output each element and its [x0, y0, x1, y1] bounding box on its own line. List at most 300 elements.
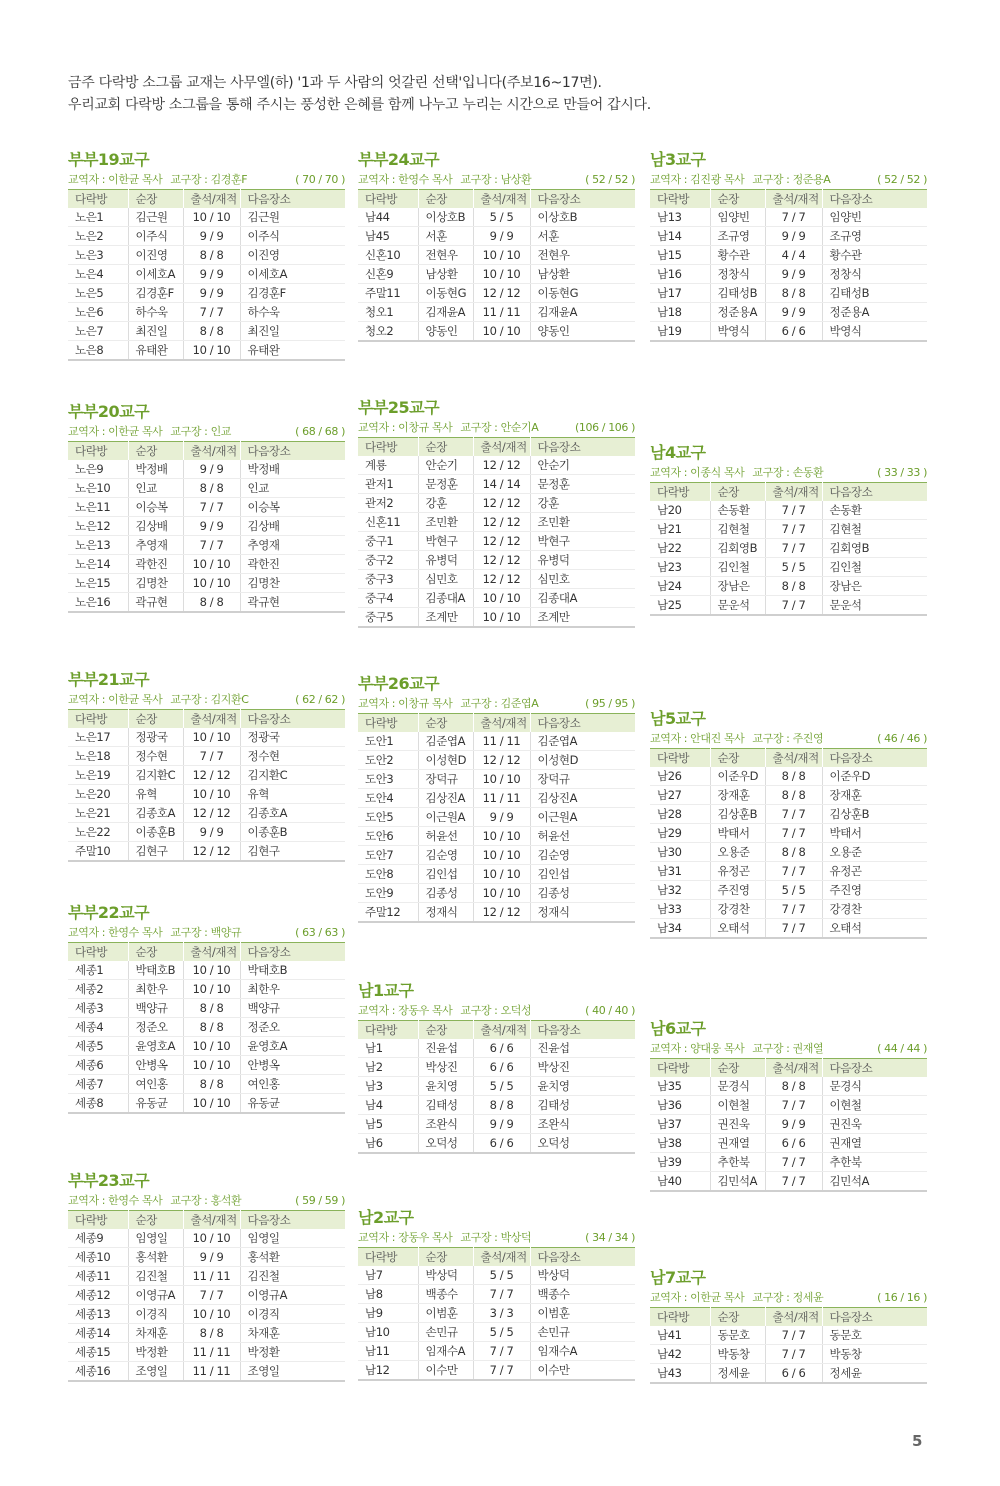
cell-next-place: 박영식	[822, 322, 927, 342]
table-row	[68, 498, 345, 517]
district-section	[68, 1166, 345, 1382]
column-header: 출석/재적	[183, 190, 240, 209]
pastor-label: 교역자 : 이한균 목사	[68, 173, 163, 186]
table-row	[358, 1134, 635, 1154]
cell-attendance: 10 / 10	[473, 322, 530, 342]
chief-label: 교구장 : 손동환	[752, 466, 824, 479]
table-row	[358, 751, 635, 770]
table-row	[68, 479, 345, 498]
cell-leader: 이근원A	[418, 808, 473, 827]
pastor-label: 교역자 : 이한균 목사	[68, 693, 163, 706]
table-row	[650, 501, 927, 520]
cell-leader: 김인철	[710, 558, 765, 577]
cell-next-place: 박동창	[822, 1345, 927, 1364]
cell-group: 노은12	[68, 517, 128, 536]
table-row	[650, 1077, 927, 1096]
chief-label: 교구장 : 권재열	[752, 1042, 824, 1055]
table-row	[358, 846, 635, 865]
cell-group: 남28	[650, 805, 710, 824]
cell-leader: 홍석환	[128, 1248, 183, 1267]
column-header: 다락방	[68, 190, 128, 209]
district-section	[68, 397, 345, 613]
cell-group: 주말11	[358, 284, 418, 303]
cell-next-place: 유혁	[240, 785, 345, 804]
cell-attendance: 8 / 8	[183, 322, 240, 341]
cell-leader: 강경찬	[710, 900, 765, 919]
table-row	[68, 1267, 345, 1286]
table-row	[650, 881, 927, 900]
cell-next-place: 곽규현	[240, 593, 345, 613]
cell-next-place: 김준엽A	[530, 732, 635, 751]
cell-next-place: 조완식	[530, 1115, 635, 1134]
cell-leader: 곽한진	[128, 555, 183, 574]
cell-leader: 추한북	[710, 1153, 765, 1172]
table-row	[650, 767, 927, 786]
cell-group: 남9	[358, 1304, 418, 1323]
table-header-row	[68, 442, 345, 461]
cell-group: 신혼11	[358, 513, 418, 532]
table-row	[68, 961, 345, 980]
cell-group: 중구1	[358, 532, 418, 551]
cell-group: 노은9	[68, 460, 128, 479]
cell-leader: 곽규현	[128, 593, 183, 613]
district-info	[68, 1192, 345, 1210]
attendance-table	[650, 1307, 927, 1384]
cell-attendance: 7 / 7	[765, 805, 822, 824]
column-header: 순장	[418, 1021, 473, 1040]
column-header: 순장	[128, 710, 183, 729]
attendance-table	[358, 189, 635, 342]
cell-attendance: 12 / 12	[473, 494, 530, 513]
cell-next-place: 남상환	[530, 265, 635, 284]
table-header-row	[68, 1211, 345, 1230]
cell-attendance: 7 / 7	[765, 208, 822, 227]
cell-leader: 안병옥	[128, 1056, 183, 1075]
cell-next-place: 유태완	[240, 341, 345, 361]
cell-next-place: 동문호	[822, 1326, 927, 1345]
table-row	[68, 1362, 345, 1382]
cell-group: 남26	[650, 767, 710, 786]
cell-group: 청오2	[358, 322, 418, 342]
column-header: 순장	[418, 190, 473, 209]
table-row	[650, 596, 927, 616]
table-row	[358, 903, 635, 923]
cell-leader: 장덕규	[418, 770, 473, 789]
cell-leader: 박영식	[710, 322, 765, 342]
cell-attendance: 10 / 10	[473, 884, 530, 903]
cell-group: 노은18	[68, 747, 128, 766]
cell-leader: 임양빈	[710, 208, 765, 227]
table-row	[650, 862, 927, 881]
table-row	[358, 303, 635, 322]
column-header: 다음장소	[240, 442, 345, 461]
cell-leader: 정세윤	[710, 1364, 765, 1384]
cell-attendance: 7 / 7	[765, 919, 822, 939]
cell-attendance: 10 / 10	[473, 865, 530, 884]
district-title: 남3교구	[650, 150, 706, 169]
cell-leader: 권진욱	[710, 1115, 765, 1134]
attendance-table	[650, 482, 927, 616]
cell-leader: 장재훈	[710, 786, 765, 805]
column-header: 순장	[128, 943, 183, 962]
cell-attendance: 9 / 9	[765, 303, 822, 322]
table-row	[358, 208, 635, 227]
cell-leader: 유동균	[128, 1094, 183, 1114]
cell-next-place: 권진욱	[822, 1115, 927, 1134]
district-section	[650, 438, 927, 616]
district-title: 부부21교구	[68, 670, 150, 689]
table-row	[650, 1134, 927, 1153]
cell-next-place: 김종대A	[530, 589, 635, 608]
cell-attendance: 10 / 10	[183, 1037, 240, 1056]
attendance-total: ( 63 / 63 )	[295, 926, 345, 939]
table-header-row	[68, 710, 345, 729]
cell-group: 남5	[358, 1115, 418, 1134]
table-row	[650, 1115, 927, 1134]
cell-group: 남21	[650, 520, 710, 539]
cell-attendance: 7 / 7	[765, 900, 822, 919]
table-row	[358, 1361, 635, 1381]
table-row	[650, 246, 927, 265]
cell-leader: 이동현G	[418, 284, 473, 303]
cell-attendance: 10 / 10	[473, 846, 530, 865]
district-info	[358, 695, 635, 713]
intro-line-2: 우리교회 다락방 소그룹을 통해 주시는 풍성한 은혜를 함께 나누고 누리는 시간으로 만들어 갑시다.	[68, 97, 651, 113]
table-row	[650, 558, 927, 577]
attendance-total: ( 52 / 52 )	[877, 173, 927, 186]
table-row	[358, 1096, 635, 1115]
district-section	[358, 669, 635, 923]
cell-group: 남18	[650, 303, 710, 322]
cell-next-place: 허윤선	[530, 827, 635, 846]
table-row	[358, 732, 635, 751]
cell-attendance: 6 / 6	[765, 1134, 822, 1153]
column-header: 다음장소	[240, 190, 345, 209]
cell-group: 남19	[650, 322, 710, 342]
table-row	[68, 1018, 345, 1037]
column-header: 다락방	[358, 714, 418, 733]
cell-attendance: 12 / 12	[473, 903, 530, 923]
district-title: 부부19교구	[68, 150, 150, 169]
cell-attendance: 12 / 12	[473, 456, 530, 475]
cell-leader: 임영일	[128, 1229, 183, 1248]
table-header-row	[358, 190, 635, 209]
cell-group: 세종16	[68, 1362, 128, 1382]
district-info	[650, 171, 927, 189]
cell-attendance: 8 / 8	[183, 246, 240, 265]
chief-label: 교구장 : 김경훈F	[170, 173, 248, 186]
cell-leader: 조계만	[418, 608, 473, 628]
cell-next-place: 임재수A	[530, 1342, 635, 1361]
cell-leader: 유병덕	[418, 551, 473, 570]
cell-next-place: 정세윤	[822, 1364, 927, 1384]
cell-next-place: 정창식	[822, 265, 927, 284]
cell-next-place: 조영일	[240, 1362, 345, 1382]
table-row	[358, 1077, 635, 1096]
table-row	[68, 823, 345, 842]
cell-leader: 이종훈B	[128, 823, 183, 842]
table-row	[358, 475, 635, 494]
table-row	[358, 532, 635, 551]
cell-attendance: 10 / 10	[183, 574, 240, 593]
chief-label: 교구장 : 백양규	[170, 926, 242, 939]
cell-leader: 권재열	[710, 1134, 765, 1153]
cell-attendance: 5 / 5	[765, 558, 822, 577]
cell-next-place: 김종성	[530, 884, 635, 903]
cell-attendance: 11 / 11	[473, 789, 530, 808]
cell-next-place: 김태성	[530, 1096, 635, 1115]
cell-leader: 박동창	[710, 1345, 765, 1364]
cell-attendance: 7 / 7	[183, 536, 240, 555]
cell-next-place: 정광국	[240, 728, 345, 747]
cell-leader: 김인섭	[418, 865, 473, 884]
cell-attendance: 7 / 7	[765, 862, 822, 881]
cell-group: 세종13	[68, 1305, 128, 1324]
cell-leader: 김태성	[418, 1096, 473, 1115]
attendance-total: ( 68 / 68 )	[295, 425, 345, 438]
cell-group: 노은2	[68, 227, 128, 246]
cell-attendance: 8 / 8	[473, 1096, 530, 1115]
cell-leader: 김상훈B	[710, 805, 765, 824]
cell-attendance: 10 / 10	[183, 980, 240, 999]
cell-next-place: 유정곤	[822, 862, 927, 881]
cell-next-place: 김상훈B	[822, 805, 927, 824]
column-header: 다락방	[358, 190, 418, 209]
cell-attendance: 7 / 7	[183, 303, 240, 322]
intro-line-1: 금주 다락방 소그룹 교재는 사무엘(하) '1과 두 사람의 엇갈린 선택'입니다(주보16~17면).	[68, 75, 602, 91]
cell-attendance: 9 / 9	[183, 823, 240, 842]
cell-next-place: 김재윤A	[530, 303, 635, 322]
district-title: 남6교구	[650, 1019, 706, 1038]
table-row	[68, 728, 345, 747]
cell-attendance: 8 / 8	[183, 1075, 240, 1094]
table-row	[650, 919, 927, 939]
table-row	[68, 517, 345, 536]
column-header: 다락방	[650, 483, 710, 502]
district-title: 부부23교구	[68, 1171, 150, 1190]
column-header: 출석/재적	[765, 483, 822, 502]
table-row	[68, 1343, 345, 1362]
cell-group: 남4	[358, 1096, 418, 1115]
cell-leader: 박정배	[128, 460, 183, 479]
cell-group: 중구2	[358, 551, 418, 570]
cell-attendance: 3 / 3	[473, 1304, 530, 1323]
cell-attendance: 11 / 11	[183, 1267, 240, 1286]
cell-next-place: 최진일	[240, 322, 345, 341]
column-header: 출석/재적	[183, 1211, 240, 1230]
table-row	[68, 303, 345, 322]
cell-leader: 이영규A	[128, 1286, 183, 1305]
cell-next-place: 오용준	[822, 843, 927, 862]
cell-leader: 최진일	[128, 322, 183, 341]
district-title: 남4교구	[650, 443, 706, 462]
cell-leader: 박태호B	[128, 961, 183, 980]
chief-label: 교구장 : 안순기A	[460, 421, 539, 434]
cell-leader: 손동환	[710, 501, 765, 520]
district-section	[68, 898, 345, 1114]
cell-next-place: 이세호A	[240, 265, 345, 284]
table-row	[68, 208, 345, 227]
cell-group: 노은22	[68, 823, 128, 842]
table-row	[68, 785, 345, 804]
cell-next-place: 문경식	[822, 1077, 927, 1096]
table-row	[68, 227, 345, 246]
cell-next-place: 김순영	[530, 846, 635, 865]
cell-next-place: 박상진	[530, 1058, 635, 1077]
cell-next-place: 조민환	[530, 513, 635, 532]
pastor-label: 교역자 : 장동우 목사	[358, 1004, 453, 1017]
table-row	[358, 608, 635, 628]
cell-next-place: 주진영	[822, 881, 927, 900]
pastor-label: 교역자 : 이종식 목사	[650, 466, 745, 479]
cell-next-place: 최한우	[240, 980, 345, 999]
cell-attendance: 12 / 12	[473, 284, 530, 303]
cell-next-place: 박태서	[822, 824, 927, 843]
cell-next-place: 차재훈	[240, 1324, 345, 1343]
cell-next-place: 이동현G	[530, 284, 635, 303]
cell-group: 관저2	[358, 494, 418, 513]
cell-attendance: 6 / 6	[473, 1134, 530, 1154]
cell-attendance: 10 / 10	[183, 728, 240, 747]
column-header: 다음장소	[822, 749, 927, 768]
district-section	[358, 1203, 635, 1381]
cell-group: 노은14	[68, 555, 128, 574]
table-row	[650, 1326, 927, 1345]
cell-leader: 김현구	[128, 842, 183, 862]
cell-next-place: 김상진A	[530, 789, 635, 808]
cell-leader: 김현철	[710, 520, 765, 539]
district-info	[650, 1289, 927, 1307]
cell-group: 남38	[650, 1134, 710, 1153]
chief-label: 교구장 : 김지환C	[170, 693, 249, 706]
cell-group: 남6	[358, 1134, 418, 1154]
cell-next-place: 김민석A	[822, 1172, 927, 1192]
cell-next-place: 진윤섭	[530, 1039, 635, 1058]
cell-attendance: 7 / 7	[765, 1096, 822, 1115]
column-header: 다락방	[68, 1211, 128, 1230]
district-section	[650, 1263, 927, 1384]
district-section	[650, 145, 927, 342]
cell-group: 노은20	[68, 785, 128, 804]
table-row	[650, 322, 927, 342]
district-section	[358, 976, 635, 1154]
cell-attendance: 12 / 12	[473, 551, 530, 570]
cell-next-place: 정준용A	[822, 303, 927, 322]
cell-attendance: 9 / 9	[765, 227, 822, 246]
column-header: 출석/재적	[765, 1059, 822, 1078]
table-row	[358, 513, 635, 532]
cell-leader: 김재윤A	[418, 303, 473, 322]
cell-leader: 오태석	[710, 919, 765, 939]
cell-attendance: 12 / 12	[183, 842, 240, 862]
cell-attendance: 9 / 9	[473, 1115, 530, 1134]
table-row	[358, 284, 635, 303]
cell-attendance: 10 / 10	[473, 265, 530, 284]
cell-attendance: 12 / 12	[473, 751, 530, 770]
cell-next-place: 황수관	[822, 246, 927, 265]
district-info	[358, 171, 635, 189]
column-header: 출석/재적	[765, 1308, 822, 1327]
cell-leader: 정수현	[128, 747, 183, 766]
cell-leader: 이진영	[128, 246, 183, 265]
cell-group: 남2	[358, 1058, 418, 1077]
cell-attendance: 8 / 8	[183, 479, 240, 498]
cell-next-place: 이경직	[240, 1305, 345, 1324]
cell-leader: 정광국	[128, 728, 183, 747]
cell-leader: 조민환	[418, 513, 473, 532]
cell-attendance: 6 / 6	[765, 1364, 822, 1384]
cell-group: 남43	[650, 1364, 710, 1384]
cell-attendance: 7 / 7	[765, 1153, 822, 1172]
cell-group: 노은13	[68, 536, 128, 555]
page-number: 5	[912, 1432, 923, 1450]
cell-attendance: 10 / 10	[183, 555, 240, 574]
column-header: 순장	[128, 442, 183, 461]
table-row	[650, 1345, 927, 1364]
cell-leader: 김지환C	[128, 766, 183, 785]
cell-group: 남1	[358, 1039, 418, 1058]
table-row	[358, 227, 635, 246]
table-row	[358, 884, 635, 903]
cell-leader: 조영일	[128, 1362, 183, 1382]
attendance-table	[358, 437, 635, 628]
cell-group: 도안2	[358, 751, 418, 770]
attendance-table	[68, 1210, 345, 1382]
cell-attendance: 9 / 9	[183, 1248, 240, 1267]
chief-label: 교구장 : 오덕성	[460, 1004, 532, 1017]
column-header: 출석/재적	[473, 714, 530, 733]
cell-leader: 윤치영	[418, 1077, 473, 1096]
cell-group: 남7	[358, 1266, 418, 1285]
cell-next-place: 임양빈	[822, 208, 927, 227]
column-header: 다음장소	[822, 190, 927, 209]
cell-attendance: 10 / 10	[183, 785, 240, 804]
table-row	[68, 536, 345, 555]
cell-next-place: 이근원A	[530, 808, 635, 827]
cell-next-place: 조규영	[822, 227, 927, 246]
table-header-row	[650, 1308, 927, 1327]
attendance-total: ( 34 / 34 )	[585, 1231, 635, 1244]
cell-group: 주말10	[68, 842, 128, 862]
cell-next-place: 유병덕	[530, 551, 635, 570]
cell-leader: 문운석	[710, 596, 765, 616]
attendance-total: ( 16 / 16 )	[877, 1291, 927, 1304]
cell-group: 남44	[358, 208, 418, 227]
table-row	[358, 1115, 635, 1134]
cell-leader: 이수만	[418, 1361, 473, 1381]
cell-group: 남45	[358, 227, 418, 246]
cell-next-place: 곽한진	[240, 555, 345, 574]
cell-leader: 김태성B	[710, 284, 765, 303]
cell-attendance: 9 / 9	[183, 460, 240, 479]
cell-next-place: 김명찬	[240, 574, 345, 593]
cell-group: 도안4	[358, 789, 418, 808]
cell-attendance: 10 / 10	[183, 1229, 240, 1248]
table-row	[358, 1039, 635, 1058]
cell-next-place: 이성현D	[530, 751, 635, 770]
table-row	[68, 1248, 345, 1267]
cell-group: 중구3	[358, 570, 418, 589]
table-row	[68, 574, 345, 593]
column-header: 다락방	[650, 1308, 710, 1327]
table-row	[650, 786, 927, 805]
cell-group: 남3	[358, 1077, 418, 1096]
cell-group: 세종8	[68, 1094, 128, 1114]
cell-attendance: 9 / 9	[183, 265, 240, 284]
cell-leader: 김경훈F	[128, 284, 183, 303]
column-header: 다음장소	[530, 438, 635, 457]
cell-group: 세종6	[68, 1056, 128, 1075]
